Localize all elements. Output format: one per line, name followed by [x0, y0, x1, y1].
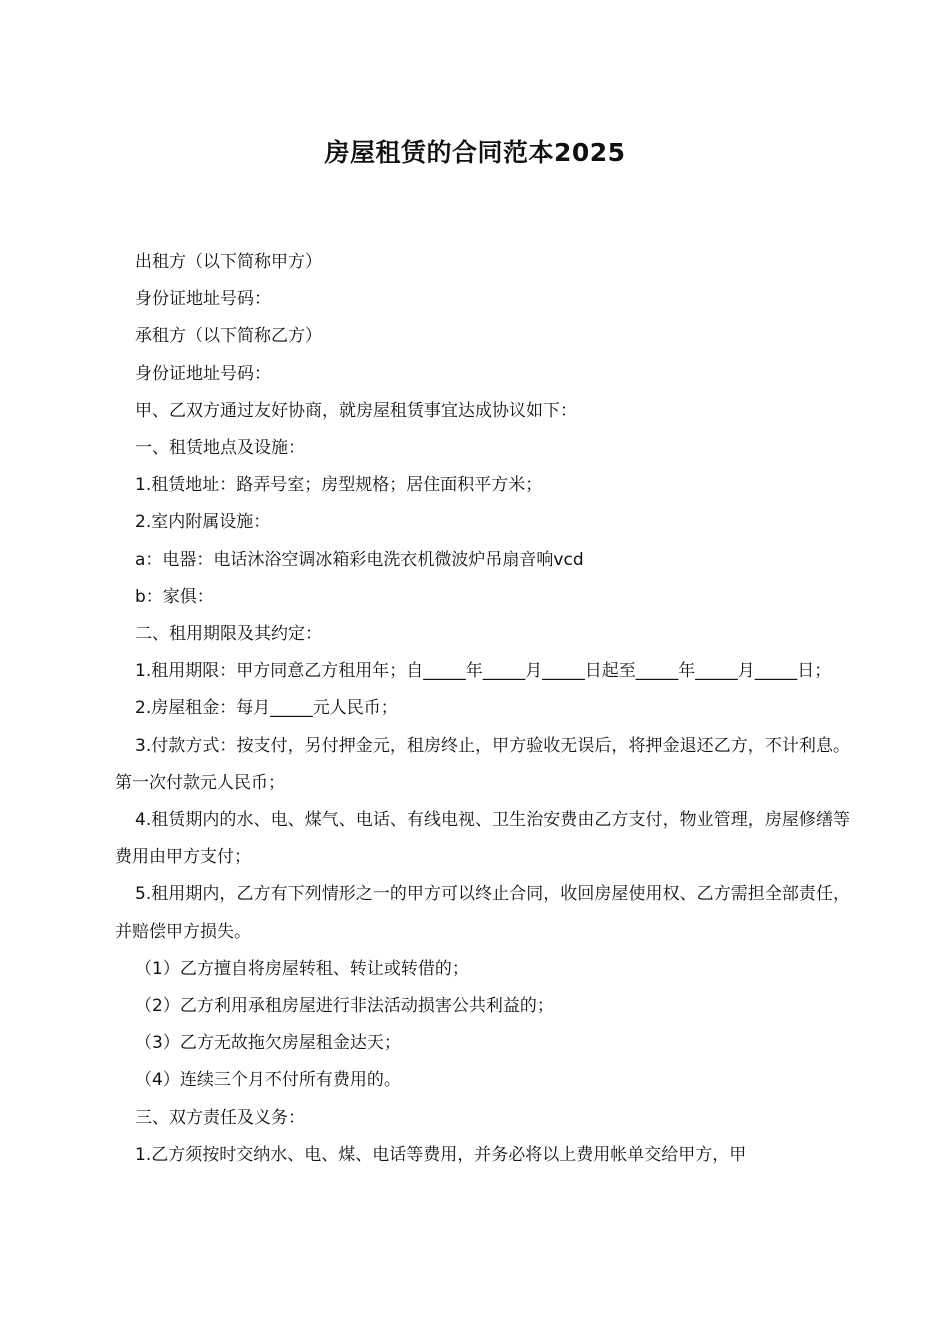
paragraph-lessor-id: 身份证地址号码：: [135, 289, 271, 310]
paragraph-payment: 3.付款方式：按支付，另付押金元，租房终止，甲方验收无误后，将押金退还乙方，不计利息。第一次付款元人民币；: [115, 735, 850, 793]
paragraph-lessor: 出租方（以下简称甲方）: [135, 252, 322, 272]
paragraph-termination-item-2: （2）乙方利用承租房屋进行非法活动损害公共利益的；: [135, 996, 554, 1017]
section-heading-location: 一、租赁地点及设施：: [135, 438, 305, 459]
paragraph-agreement-intro: 甲、乙双方通过友好协商，就房屋租赁事宜达成协议如下：: [135, 400, 577, 421]
paragraph-termination-item-3: （3）乙方无故拖欠房屋租金达天；: [135, 1033, 401, 1054]
paragraph-facilities: 2.室内附属设施：: [135, 512, 271, 533]
document-title: 房屋租赁的合同范本2025: [324, 138, 626, 167]
paragraph-appliances: a：电器：电话沐浴空调冰箱彩电洗衣机微波炉吊扇音响vcd: [135, 549, 584, 570]
document-body: [115, 244, 850, 1174]
paragraph-rent: 2.房屋租金：每月_____元人民币；: [135, 698, 398, 719]
paragraph-term: 1.租用期限：甲方同意乙方租用年；自_____年_____月_____日起至_____年_____月_____日；: [135, 661, 832, 682]
paragraph-termination-item-1: （1）乙方擅自将房屋转租、转让或转借的；: [135, 958, 469, 979]
paragraph-address: 1.租赁地址：路弄号室；房型规格；居住面积平方米；: [135, 475, 543, 496]
paragraph-furniture: b：家俱：: [135, 586, 214, 607]
paragraph-lessee: 承租方（以下简称乙方）: [135, 326, 322, 347]
paragraph-termination: 5.租用期内，乙方有下列情形之一的甲方可以终止合同，收回房屋使用权、乙方需担全部责任，并赔偿甲方损失。: [115, 884, 850, 942]
paragraph-lessee-id: 身份证地址号码：: [135, 363, 271, 384]
paragraph-termination-item-4: （4）连续三个月不付所有费用的。: [135, 1070, 401, 1091]
section-heading-obligations: 三、双方责任及义务：: [135, 1107, 305, 1128]
section-heading-term: 二、租用期限及其约定：: [135, 624, 322, 645]
paragraph-obligation-1: 1.乙方须按时交纳水、电、煤、电话等费用，并务必将以上费用帐单交给甲方，甲: [135, 1144, 747, 1165]
paragraph-fees: 4.租赁期内的水、电、煤气、电话、有线电视、卫生治安费由乙方支付，物业管理，房屋修缮等费用由甲方支付；: [115, 810, 850, 868]
